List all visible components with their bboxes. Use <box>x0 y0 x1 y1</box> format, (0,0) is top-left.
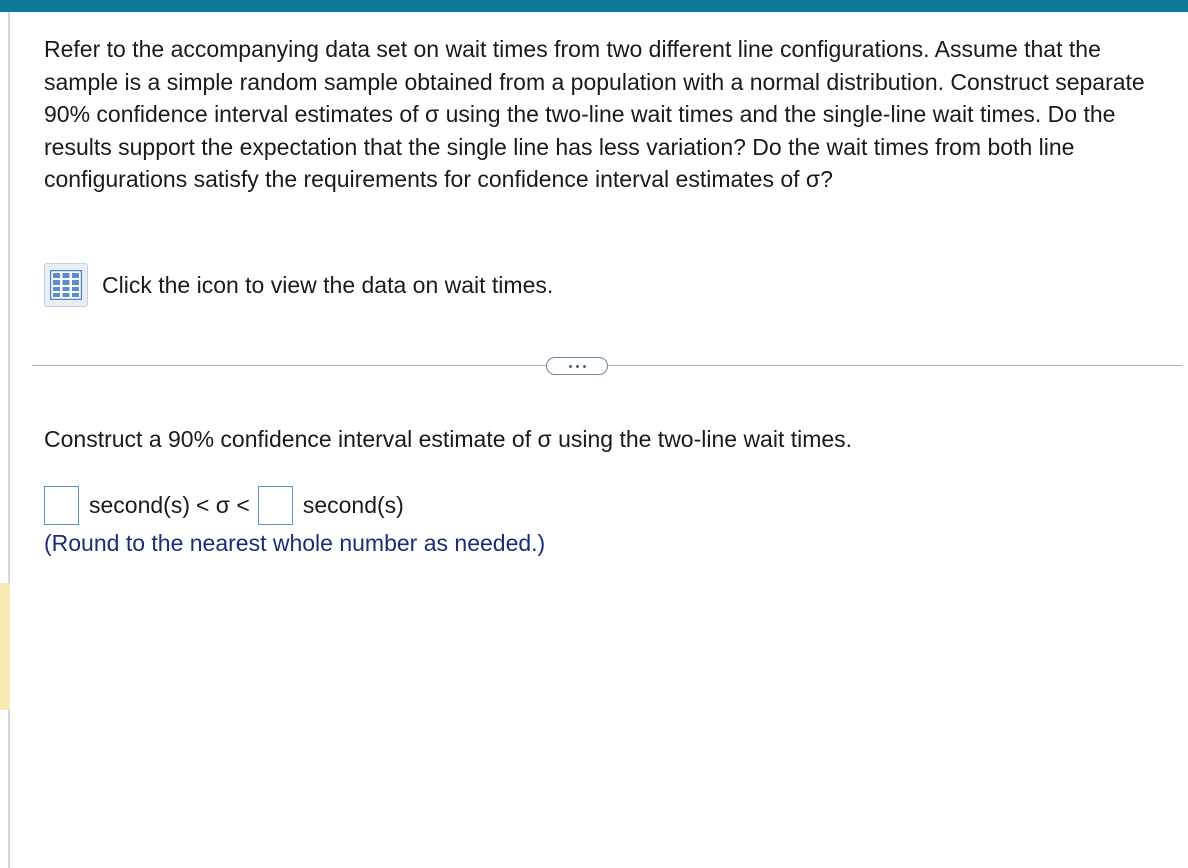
ellipsis-icon <box>576 365 579 368</box>
answer-row <box>44 485 404 525</box>
left-highlight-marker <box>0 583 10 710</box>
left-border <box>8 12 10 868</box>
unit-label-right: second(s) <box>302 491 404 518</box>
view-data-link[interactable] <box>44 262 553 308</box>
table-grid-icon[interactable] <box>44 263 88 307</box>
part-prompt: Construct a 90% confidence interval estimate of σ using the two-line wait times. <box>44 426 853 452</box>
ellipsis-icon <box>583 365 586 368</box>
lower-bound-input[interactable] <box>44 486 79 525</box>
upper-bound-input[interactable] <box>258 486 293 525</box>
top-bar <box>0 0 1188 12</box>
question-text: Refer to the accompanying data set on wait times from two different line configurations. Assume that the sample is a simple random sample obtained from a population with a normal distribution. Construct separate 90% confidence interval estimates of σ using the two-line wait times and the single-line wait times. Do the results support the expectation that the single line has less variation? Do the wait times from both line configurations satisfy the requirements for confidence interval estimates of σ? <box>44 36 1145 193</box>
sigma-relation: < σ < <box>195 491 250 518</box>
rounding-hint: (Round to the nearest whole number as needed.) <box>44 530 546 556</box>
view-data-link-label[interactable]: Click the icon to view the data on wait times. <box>102 271 554 298</box>
ellipsis-icon <box>569 365 572 368</box>
show-more-button[interactable] <box>546 357 608 375</box>
unit-label-left: second(s) <box>89 491 190 518</box>
